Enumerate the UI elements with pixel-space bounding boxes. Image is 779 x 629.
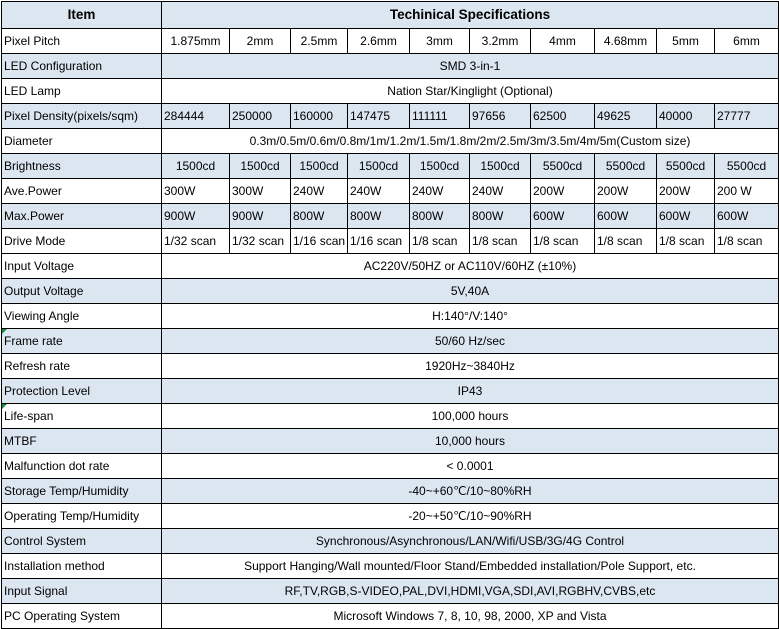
value-operating-temp: -20~+50℃/10~90%RH: [162, 504, 779, 529]
pixel-pitch-cell: 1.875mm: [162, 29, 230, 54]
max-power-cell: 800W: [410, 204, 470, 229]
max-power-cell: 600W: [531, 204, 595, 229]
label-operating-temp: Operating Temp/Humidity: [2, 504, 162, 529]
label-refresh-rate: Refresh rate: [2, 354, 162, 379]
value-control-system: Synchronous/Asynchronous/LAN/Wifi/USB/3G/4G Control: [162, 529, 779, 554]
label-diameter: Diameter: [2, 129, 162, 154]
label-input-signal: Input Signal: [2, 579, 162, 604]
pixel-pitch-cell: 2.6mm: [348, 29, 410, 54]
ave-power-cell: 240W: [348, 179, 410, 204]
pixel-pitch-cell: 5mm: [657, 29, 715, 54]
pixel-pitch-cell: 4.68mm: [595, 29, 657, 54]
row-pc-os: [2, 604, 779, 629]
brightness-cell: 5500cd: [531, 154, 595, 179]
pixel-density-cell: 147475: [348, 104, 410, 129]
brightness-cell: 1500cd: [291, 154, 348, 179]
label-viewing-angle: Viewing Angle: [2, 304, 162, 329]
row-refresh-rate: [2, 354, 779, 379]
label-output-voltage: Output Voltage: [2, 279, 162, 304]
row-led-lamp: [2, 79, 779, 104]
row-control-system: [2, 529, 779, 554]
drive-mode-cell: 1/32 scan: [162, 229, 230, 254]
row-drive-mode: [2, 229, 779, 254]
label-malfunction-dot-rate: Malfunction dot rate: [2, 454, 162, 479]
label-pc-os: PC Operating System: [2, 604, 162, 629]
row-protection-level: [2, 379, 779, 404]
pixel-density-cell: 111111: [410, 104, 470, 129]
ave-power-cell: 200W: [595, 179, 657, 204]
value-malfunction-dot-rate: < 0.0001: [162, 454, 779, 479]
label-max-power: Max.Power: [2, 204, 162, 229]
row-output-voltage: [2, 279, 779, 304]
ave-power-cell: 300W: [230, 179, 291, 204]
pixel-density-cell: 49625: [595, 104, 657, 129]
spec-header: Techinical Specifications: [162, 2, 779, 29]
ave-power-cell: 200 W: [715, 179, 779, 204]
value-led-configuration: SMD 3-in-1: [162, 54, 779, 79]
ave-power-cell: 240W: [470, 179, 531, 204]
row-storage-temp: [2, 479, 779, 504]
label-protection-level: Protection Level: [2, 379, 162, 404]
label-control-system: Control System: [2, 529, 162, 554]
value-led-lamp: Nation Star/Kinglight (Optional): [162, 79, 779, 104]
value-protection-level: IP43: [162, 379, 779, 404]
pixel-pitch-cell: 3mm: [410, 29, 470, 54]
drive-mode-cell: 1/8 scan: [531, 229, 595, 254]
row-frame-rate: [2, 329, 779, 354]
drive-mode-cell: 1/32 scan: [230, 229, 291, 254]
row-operating-temp: [2, 504, 779, 529]
drive-mode-cell: 1/8 scan: [470, 229, 531, 254]
drive-mode-cell: 1/8 scan: [657, 229, 715, 254]
brightness-cell: 1500cd: [230, 154, 291, 179]
header-row: [2, 2, 779, 29]
value-diameter: 0.3m/0.5m/0.6m/0.8m/1m/1.2m/1.5m/1.8m/2m/2.5m/3m/3.5m/4m/5m(Custom size): [162, 129, 779, 154]
label-brightness: Brightness: [2, 154, 162, 179]
row-max-power: [2, 204, 779, 229]
max-power-cell: 900W: [230, 204, 291, 229]
value-viewing-angle: H:140°/V:140°: [162, 304, 779, 329]
row-brightness: [2, 154, 779, 179]
spec-table: [1, 1, 779, 629]
pixel-pitch-cell: 2mm: [230, 29, 291, 54]
row-ave-power: [2, 179, 779, 204]
ave-power-cell: 240W: [410, 179, 470, 204]
row-mtbf: [2, 429, 779, 454]
max-power-cell: 900W: [162, 204, 230, 229]
label-pixel-density: Pixel Density(pixels/sqm): [2, 104, 162, 129]
brightness-cell: 5500cd: [595, 154, 657, 179]
drive-mode-cell: 1/8 scan: [715, 229, 779, 254]
row-pixel-pitch: [2, 29, 779, 54]
ave-power-cell: 300W: [162, 179, 230, 204]
max-power-cell: 800W: [291, 204, 348, 229]
label-life-span: Life-span: [2, 404, 162, 429]
row-malfunction-dot-rate: [2, 454, 779, 479]
drive-mode-cell: 1/8 scan: [410, 229, 470, 254]
label-led-configuration: LED Configuration: [2, 54, 162, 79]
pixel-density-cell: 62500: [531, 104, 595, 129]
brightness-cell: 5500cd: [657, 154, 715, 179]
label-drive-mode: Drive Mode: [2, 229, 162, 254]
pixel-density-cell: 27777: [715, 104, 779, 129]
value-output-voltage: 5V,40A: [162, 279, 779, 304]
pixel-density-cell: 284444: [162, 104, 230, 129]
label-installation-method: Installation method: [2, 554, 162, 579]
value-refresh-rate: 1920Hz~3840Hz: [162, 354, 779, 379]
value-frame-rate: 50/60 Hz/sec: [162, 329, 779, 354]
brightness-cell: 1500cd: [470, 154, 531, 179]
row-diameter: [2, 129, 779, 154]
pixel-density-cell: 160000: [291, 104, 348, 129]
label-pixel-pitch: Pixel Pitch: [2, 29, 162, 54]
label-led-lamp: LED Lamp: [2, 79, 162, 104]
drive-mode-cell: 1/8 scan: [595, 229, 657, 254]
ave-power-cell: 200W: [657, 179, 715, 204]
label-mtbf: MTBF: [2, 429, 162, 454]
item-header: Item: [2, 2, 162, 29]
value-storage-temp: -40~+60℃/10~80%RH: [162, 479, 779, 504]
label-input-voltage: Input Voltage: [2, 254, 162, 279]
pixel-pitch-cell: 3.2mm: [470, 29, 531, 54]
pixel-pitch-cell: 2.5mm: [291, 29, 348, 54]
max-power-cell: 600W: [657, 204, 715, 229]
value-input-voltage: AC220V/50HZ or AC110V/60HZ (±10%): [162, 254, 779, 279]
row-led-configuration: [2, 54, 779, 79]
ave-power-cell: 240W: [291, 179, 348, 204]
value-input-signal: RF,TV,RGB,S-VIDEO,PAL,DVI,HDMI,VGA,SDI,AVI,RGBHV,CVBS,etc: [162, 579, 779, 604]
row-life-span: [2, 404, 779, 429]
pixel-density-cell: 40000: [657, 104, 715, 129]
pixel-pitch-cell: 6mm: [715, 29, 779, 54]
max-power-cell: 800W: [470, 204, 531, 229]
pixel-density-cell: 250000: [230, 104, 291, 129]
ave-power-cell: 200W: [531, 179, 595, 204]
value-mtbf: 10,000 hours: [162, 429, 779, 454]
row-pixel-density: [2, 104, 779, 129]
brightness-cell: 5500cd: [715, 154, 779, 179]
pixel-pitch-cell: 4mm: [531, 29, 595, 54]
value-life-span: 100,000 hours: [162, 404, 779, 429]
max-power-cell: 600W: [595, 204, 657, 229]
value-installation-method: Support Hanging/Wall mounted/Floor Stand/Embedded installation/Pole Support, etc.: [162, 554, 779, 579]
brightness-cell: 1500cd: [162, 154, 230, 179]
drive-mode-cell: 1/16 scan: [291, 229, 348, 254]
row-input-signal: [2, 579, 779, 604]
row-input-voltage: [2, 254, 779, 279]
row-installation-method: [2, 554, 779, 579]
value-pc-os: Microsoft Windows 7, 8, 10, 98, 2000, XP and Vista: [162, 604, 779, 629]
label-frame-rate: Frame rate: [2, 329, 162, 354]
row-viewing-angle: [2, 304, 779, 329]
brightness-cell: 1500cd: [410, 154, 470, 179]
label-storage-temp: Storage Temp/Humidity: [2, 479, 162, 504]
max-power-cell: 800W: [348, 204, 410, 229]
pixel-density-cell: 97656: [470, 104, 531, 129]
max-power-cell: 600W: [715, 204, 779, 229]
brightness-cell: 1500cd: [348, 154, 410, 179]
drive-mode-cell: 1/16 scan: [348, 229, 410, 254]
label-ave-power: Ave.Power: [2, 179, 162, 204]
